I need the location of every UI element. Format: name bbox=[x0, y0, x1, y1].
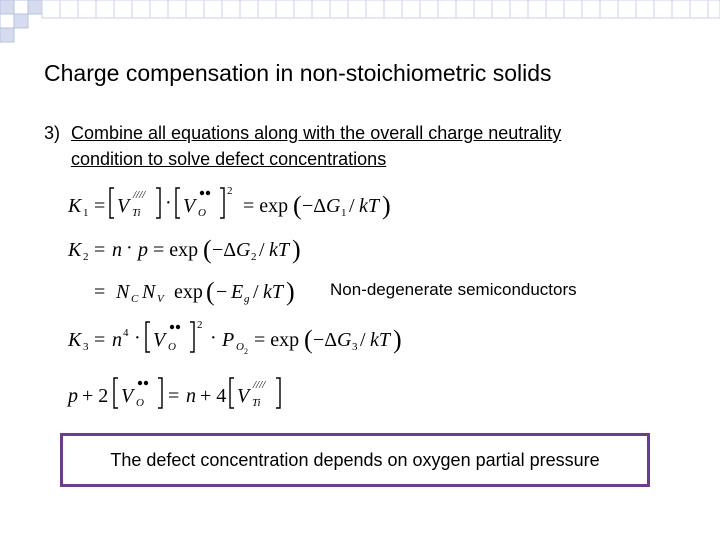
svg-text:/: / bbox=[259, 239, 265, 261]
svg-text:2: 2 bbox=[83, 251, 89, 263]
svg-text:p: p bbox=[68, 385, 78, 407]
svg-text:−: − bbox=[216, 281, 228, 303]
bullet-text-line-1: Combine all equations along with the overall charge neutrality bbox=[71, 123, 562, 143]
svg-text:= exp: = exp bbox=[243, 195, 289, 217]
svg-text:K: K bbox=[68, 195, 82, 217]
svg-text:): ) bbox=[292, 235, 301, 264]
svg-text:V: V bbox=[237, 385, 250, 407]
svg-text:(: ( bbox=[293, 191, 302, 220]
svg-text:N: N bbox=[142, 281, 156, 303]
svg-text:4: 4 bbox=[123, 327, 129, 339]
svg-text:kT: kT bbox=[370, 329, 390, 351]
svg-text:1: 1 bbox=[341, 207, 347, 219]
svg-text:·: · bbox=[165, 192, 172, 214]
svg-text:): ) bbox=[382, 191, 391, 220]
svg-text:G: G bbox=[337, 329, 352, 351]
svg-text:+ 2: + 2 bbox=[82, 385, 109, 407]
svg-text:2: 2 bbox=[244, 347, 248, 356]
svg-text:2: 2 bbox=[227, 185, 233, 197]
svg-text:Ti: Ti bbox=[252, 397, 261, 409]
equation-k3 bbox=[67, 319, 402, 356]
svg-text:(: ( bbox=[304, 325, 313, 354]
slide-title: Charge compensation in non-stoichiometric solids bbox=[44, 60, 552, 86]
svg-text:C: C bbox=[131, 293, 139, 305]
svg-text:+ 4: + 4 bbox=[200, 385, 227, 407]
svg-text:E: E bbox=[231, 281, 244, 303]
svg-text:p: p bbox=[138, 239, 148, 261]
svg-text:kT: kT bbox=[269, 239, 289, 261]
svg-text:exp: exp bbox=[174, 281, 203, 303]
svg-text:O: O bbox=[168, 341, 176, 353]
bullet-number: 3) bbox=[44, 123, 61, 143]
equation-nc-nv bbox=[94, 277, 295, 306]
svg-text:=: = bbox=[94, 239, 106, 261]
svg-text:K: K bbox=[68, 329, 82, 351]
equation-charge-neutrality bbox=[66, 378, 280, 409]
svg-text:/: / bbox=[360, 329, 366, 351]
equation-k1 bbox=[67, 185, 391, 220]
svg-text:n: n bbox=[186, 385, 196, 407]
svg-text:V: V bbox=[121, 385, 134, 407]
svg-text:−Δ: −Δ bbox=[313, 329, 338, 351]
equation-k2 bbox=[67, 235, 301, 264]
svg-text:kT: kT bbox=[263, 281, 283, 303]
svg-text:): ) bbox=[286, 277, 295, 306]
svg-text:=: = bbox=[94, 329, 106, 351]
svg-text:·: · bbox=[210, 327, 217, 349]
svg-text:·: · bbox=[134, 327, 141, 349]
svg-text:V: V bbox=[117, 195, 130, 217]
svg-text:V: V bbox=[153, 329, 166, 351]
svg-text:= exp: = exp bbox=[254, 329, 300, 351]
svg-text:////: //// bbox=[253, 379, 266, 391]
callout-box bbox=[60, 433, 650, 487]
annotation-non-degenerate: Non-degenerate semiconductors bbox=[330, 280, 577, 299]
bullet-text-line-2: condition to solve defect concentrations bbox=[71, 149, 387, 169]
svg-text:=: = bbox=[94, 281, 106, 303]
svg-text:=: = bbox=[168, 385, 180, 407]
svg-text:−Δ: −Δ bbox=[212, 239, 237, 261]
svg-text:O: O bbox=[136, 397, 144, 409]
svg-text:1: 1 bbox=[83, 207, 89, 219]
svg-text:P: P bbox=[222, 329, 235, 351]
svg-text:O: O bbox=[198, 207, 206, 219]
svg-text:(: ( bbox=[203, 235, 212, 264]
svg-text:(: ( bbox=[206, 277, 215, 306]
callout-text: The defect concentration depends on oxygen partial pressure bbox=[110, 449, 600, 470]
svg-text:O: O bbox=[236, 341, 244, 353]
svg-text:/: / bbox=[253, 281, 259, 303]
svg-text:=: = bbox=[94, 195, 106, 217]
svg-text:·: · bbox=[126, 237, 133, 259]
svg-text:n: n bbox=[112, 239, 122, 261]
svg-text:/: / bbox=[349, 195, 355, 217]
svg-text:3: 3 bbox=[83, 341, 89, 353]
svg-text:K: K bbox=[68, 239, 82, 261]
svg-text:): ) bbox=[393, 325, 402, 354]
svg-text:= exp: = exp bbox=[153, 239, 199, 261]
svg-text:2: 2 bbox=[197, 319, 203, 331]
svg-text:G: G bbox=[326, 195, 341, 217]
svg-text:n: n bbox=[112, 329, 122, 351]
svg-text:g: g bbox=[244, 293, 250, 305]
corner-grid-decoration bbox=[0, 0, 720, 44]
svg-text:kT: kT bbox=[359, 195, 379, 217]
svg-text:V: V bbox=[183, 195, 196, 217]
svg-text:−Δ: −Δ bbox=[302, 195, 327, 217]
svg-text:Ti: Ti bbox=[132, 207, 141, 219]
svg-text:N: N bbox=[116, 281, 130, 303]
svg-text:G: G bbox=[236, 239, 251, 261]
svg-text:////: //// bbox=[133, 189, 146, 201]
svg-text:3: 3 bbox=[352, 341, 358, 353]
svg-text:V: V bbox=[157, 293, 164, 305]
svg-text:2: 2 bbox=[251, 251, 257, 263]
